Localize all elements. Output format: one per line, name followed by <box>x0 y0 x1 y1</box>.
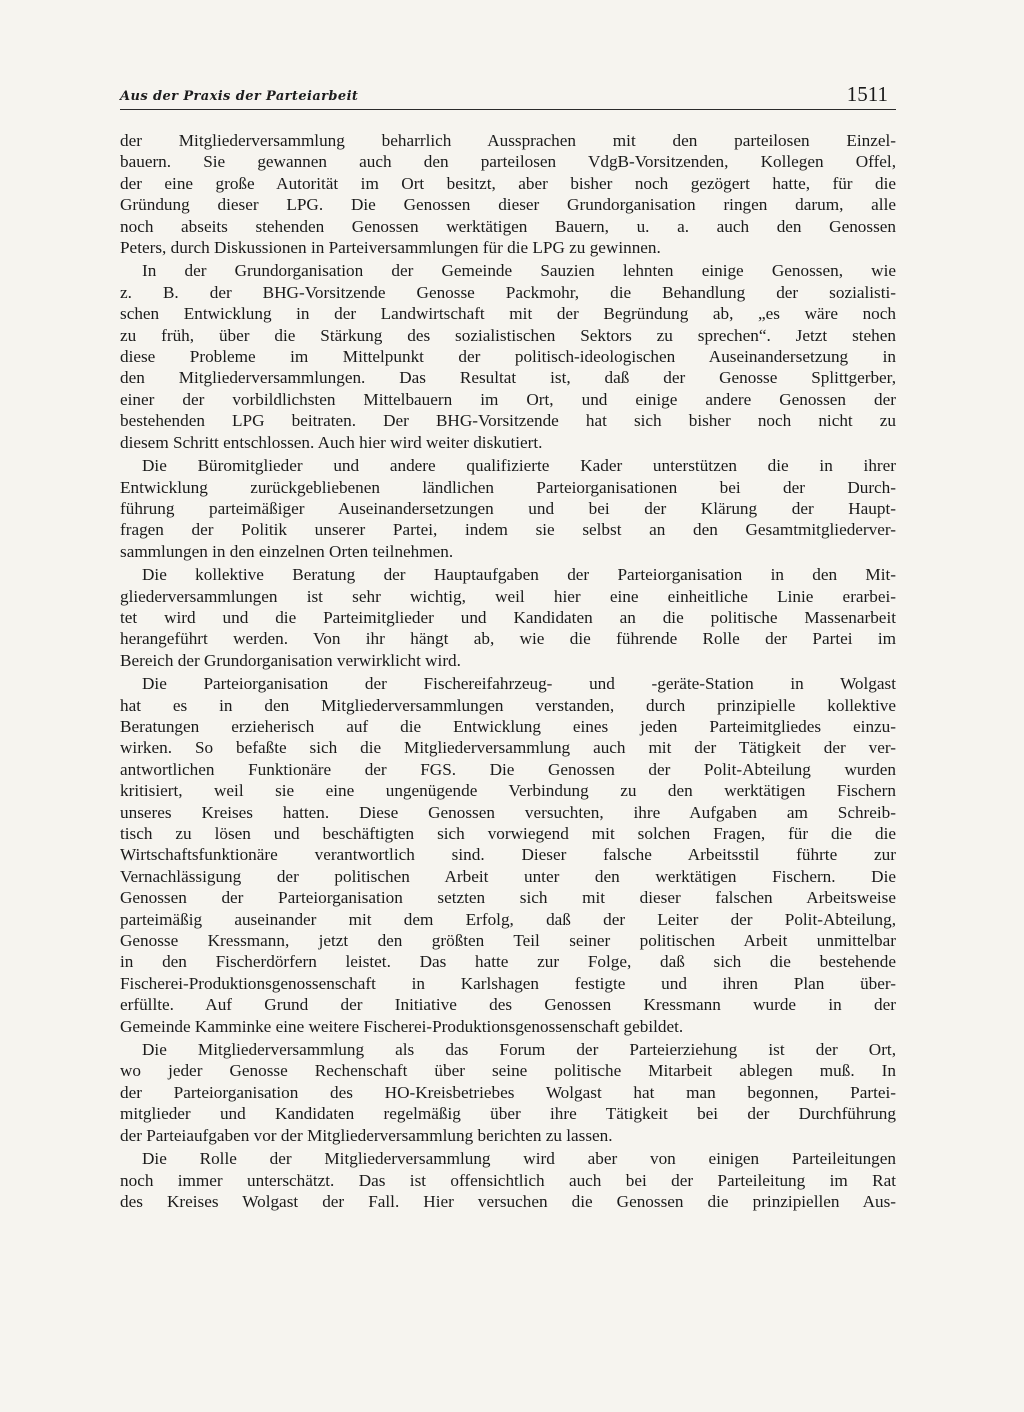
text-line: Die Parteiorganisation der Fischereifahrzeug- und -geräte-Station in Wolgast <box>142 674 896 694</box>
text-line: wo jeder Genosse Rechenschaft über seine politische Mitarbeit ablegen muß. In <box>120 1061 896 1081</box>
text-line: tisch zu lösen und beschäftigten sich vorwiegend mit solchen Fragen, für die die <box>120 824 896 843</box>
text-line: hat es in den Mitgliederversammlungen verstanden, durch prinzipielle kollektive <box>120 695 896 715</box>
text-line: sammlungen in den einzelnen Orten teilnehmen. <box>120 541 454 561</box>
text-line: Beratungen erzieherisch auf die Entwicklung eines jeden Parteimitgliedes einzu- <box>120 716 896 736</box>
running-head: Aus der Praxis der Parteiarbeit <box>120 89 359 104</box>
text-line: In der Grundorganisation der Gemeinde Sauzien lehnten einige Genossen, wie <box>142 261 896 281</box>
paragraph <box>120 455 896 562</box>
text-line: Wirtschaftsfunktionäre verantwortlich sind. Dieser falsche Arbeitsstil führte zur <box>120 845 896 865</box>
text-line: Die Büromitglieder und andere qualifizierte Kader unterstützen die in ihrer <box>142 456 896 476</box>
paragraph <box>120 130 896 258</box>
paragraph <box>120 564 896 671</box>
text-line: zu früh, über die Stärkung des sozialistischen Sektors zu sprechen“. Jetzt stehen <box>120 325 896 345</box>
paragraph <box>120 1148 896 1212</box>
text-line: Peters, durch Diskussionen in Parteiversammlungen für die LPG zu gewinnen. <box>120 238 661 258</box>
text-line: Entwicklung zurückgebliebenen ländlichen Parteiorganisationen bei der Durch- <box>120 477 896 497</box>
paragraph <box>120 260 896 453</box>
text-line: Bereich der Grundorganisation verwirklicht wird. <box>120 650 461 670</box>
text-line: in den Fischerdörfern leistet. Das hatte zur Folge, daß sich die bestehende <box>120 952 896 972</box>
text-line: der eine große Autorität im Ort besitzt, aber bisher noch gezögert hatte, für die <box>120 173 896 193</box>
text-line: Die Mitgliederversammlung als das Forum der Parteierziehung ist der Ort, <box>142 1040 896 1060</box>
text-line: noch abseits stehenden Genossen werktätigen Bauern, u. a. auch den Genossen <box>120 216 896 236</box>
text-line: mitglieder und Kandidaten regelmäßig über ihre Tätigkeit bei der Durchführung <box>120 1104 896 1124</box>
text-line: der Parteiorganisation des HO-Kreisbetriebes Wolgast hat man begonnen, Partei- <box>120 1082 896 1102</box>
text-line: diesem Schritt entschlossen. Auch hier wird weiter diskutiert. <box>120 432 543 452</box>
text-line: Die kollektive Beratung der Hauptaufgaben der Parteiorganisation in den Mit- <box>142 565 896 585</box>
text-line: führung parteimäßiger Auseinandersetzungen und bei der Klärung der Haupt- <box>120 498 896 518</box>
text-line: diese Probleme im Mittelpunkt der politisch-ideologischen Auseinandersetzung in <box>120 347 896 367</box>
page-header <box>120 82 896 114</box>
text-line: unseres Kreises hatten. Diese Genossen versuchten, ihre Aufgaben am Schreib- <box>120 802 896 822</box>
page-number: 1511 <box>846 82 888 106</box>
text-line: Die Rolle der Mitgliederversammlung wird aber von einigen Parteileitungen <box>142 1149 896 1169</box>
text-line: erfüllte. Auf Grund der Initiative des Genossen Kressmann wurde in der <box>120 995 896 1015</box>
text-line: Fischerei-Produktionsgenossenschaft in Karlshagen festigte und ihren Plan über- <box>120 973 896 993</box>
text-line: herangeführt werden. Von ihr hängt ab, wie die führende Rolle der Partei im <box>120 629 896 649</box>
header-rule <box>120 109 896 110</box>
text-line: Gemeinde Kamminke eine weitere Fischerei-Produktionsgenossenschaft gebildet. <box>120 1016 684 1036</box>
text-line: der Parteiaufgaben vor der Mitgliederversammlung berichten zu lassen. <box>120 1125 613 1145</box>
text-line: noch immer unterschätzt. Das ist offensichtlich auch bei der Parteileitung im Rat <box>120 1170 896 1190</box>
text-line: kritisiert, weil sie eine ungenügende Verbindung zu den werktätigen Fischern <box>120 781 896 801</box>
text-line: tet wird und die Parteimitglieder und Kandidaten an die politische Massenarbeit <box>120 607 896 627</box>
text-line: fragen der Politik unserer Partei, indem sie selbst an den Gesamtmitgliederver- <box>120 520 896 540</box>
text-line: z. B. der BHG-Vorsitzende Genosse Packmohr, die Behandlung der sozialisti- <box>120 282 896 302</box>
text-line: schen Entwicklung in der Landwirtschaft mit der Begründung ab, „es wäre noch <box>120 304 896 324</box>
text-line: des Kreises Wolgast der Fall. Hier versuchen die Genossen die prinzipiellen Aus- <box>120 1191 896 1211</box>
body-text <box>120 130 896 1212</box>
text-line: einer der vorbildlichsten Mittelbauern im Ort, und einige andere Genossen der <box>120 389 896 409</box>
text-line: der Mitgliederversammlung beharrlich Aussprachen mit den parteilosen Einzel- <box>120 131 896 150</box>
paragraph <box>120 673 896 1037</box>
text-line: den Mitgliederversammlungen. Das Resultat ist, daß der Genosse Splittgerber, <box>120 368 896 388</box>
text-line: Genossen der Parteiorganisation setzten sich mit dieser falschen Arbeitsweise <box>120 888 896 908</box>
paragraph <box>120 1039 896 1146</box>
text-line: bauern. Sie gewannen auch den parteilosen VdgB-Vorsitzenden, Kollegen Offel, <box>120 152 896 172</box>
text-line: Gründung dieser LPG. Die Genossen dieser Grundorganisation ringen darum, alle <box>120 195 896 215</box>
text-line: Genosse Kressmann, jetzt den größten Teil seiner politischen Arbeit unmittelbar <box>120 931 896 951</box>
text-line: gliederversammlungen ist sehr wichtig, weil hier eine einheitliche Linie erarbei- <box>120 586 896 606</box>
text-line: wirken. So befaßte sich die Mitgliederversammlung auch mit der Tätigkeit der ver- <box>120 738 896 758</box>
text-line: parteimäßig auseinander mit dem Erfolg, daß der Leiter der Polit-Abteilung, <box>120 909 896 929</box>
text-line: antwortlichen Funktionäre der FGS. Die Genossen der Polit-Abteilung wurden <box>120 759 896 779</box>
text-line: bestehenden LPG beitraten. Der BHG-Vorsitzende hat sich bisher noch nicht zu <box>120 411 896 431</box>
text-line: Vernachlässigung der politischen Arbeit unter den werktätigen Fischern. Die <box>120 866 896 886</box>
